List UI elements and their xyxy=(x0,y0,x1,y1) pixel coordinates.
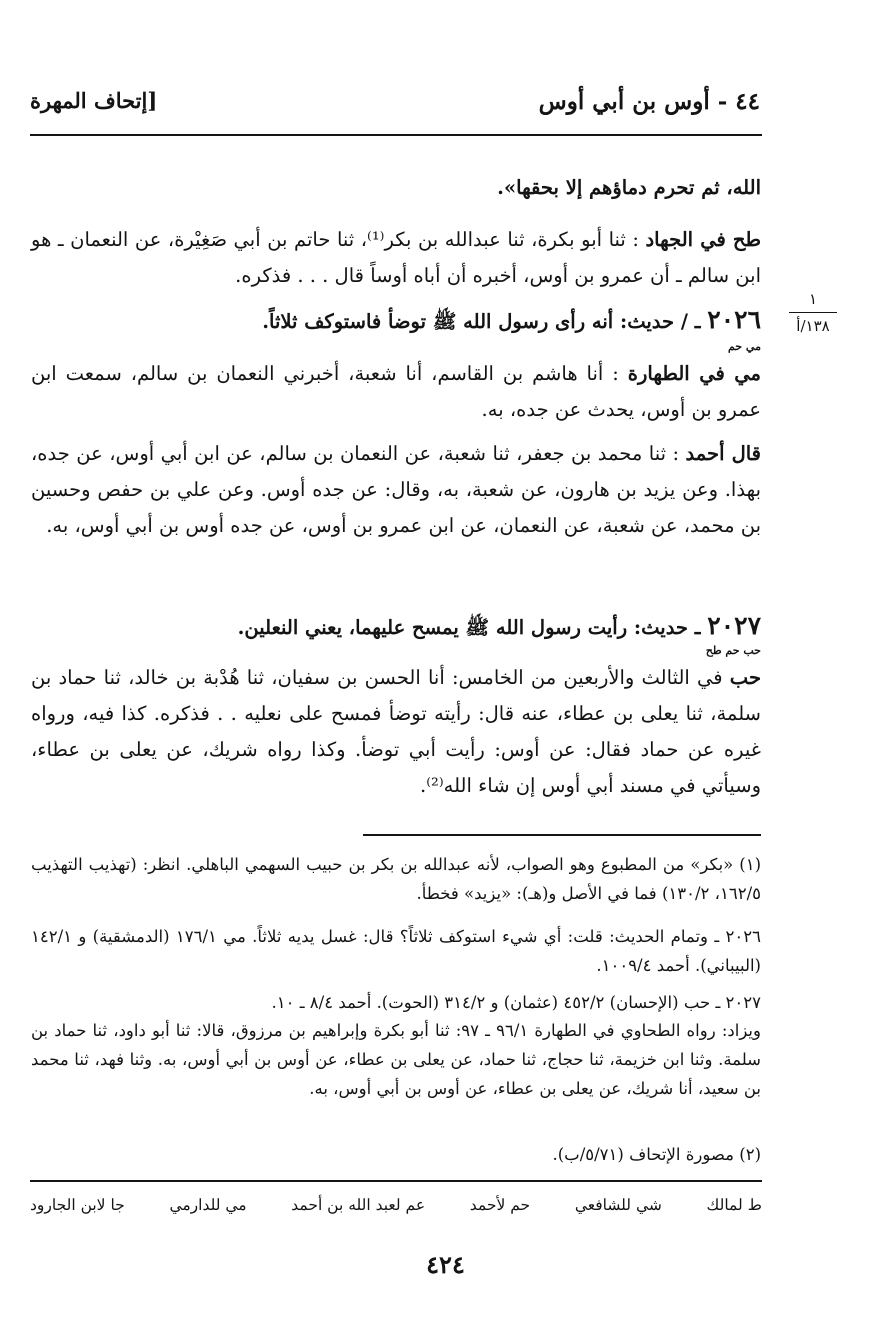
abbreviations-key xyxy=(30,1196,762,1214)
header-rule xyxy=(30,134,762,136)
abbreviation-item: مي للدارمي xyxy=(169,1196,247,1214)
abbreviation-item: جا لابن الجارود xyxy=(30,1196,125,1214)
paragraph-4-lead: قال أحمد xyxy=(685,442,762,465)
hadith-2026-sigla: مي حم xyxy=(727,340,761,353)
hadith-2026-heading xyxy=(31,302,761,340)
footer-rule xyxy=(30,1180,762,1182)
hadith-2027-heading xyxy=(31,608,761,646)
footnote-2026: ٢٠٢٦ ـ وتمام الحديث: قلت: أي شيء استوكف ثلاثاً؟ قال: غسل يديه ثلاثاً. مي ١٧٦/١ (الدمشقية) و ١٤٢/١ (البيباني). أحمد ١٠٠٩/٤. xyxy=(31,927,761,975)
abbreviation-item: عم لعبد الله بن أحمد xyxy=(291,1196,426,1214)
paragraph-2-text: : ثنا أبو بكرة، ثنا عبدالله بن بكر⁽¹⁾، ثنا حاتم بن أبي صَغِيْرة، عن النعمان ـ هو ابن سالم ـ أن عمرو بن أوس، أخبره أن أباه أوساً قال . . . فذكره. xyxy=(31,228,761,287)
abbreviation-item: شي للشافعي xyxy=(574,1196,662,1214)
hadith-2026-number: ٢٠٢٦ xyxy=(707,305,761,334)
paragraph-3-text: : أنا هاشم بن القاسم، أنا شعبة، أخبرني النعمان بن سالم، سمعت ابن عمرو بن أوس، يحدث عن جده، به. xyxy=(31,362,761,421)
hadith-2027-title: ـ حديث: رأيت رسول الله ﷺ يمسح عليهما، يعني النعلين. xyxy=(237,616,701,639)
paragraph-1: الله، ثم تحرم دماؤهم إلا بحقها». xyxy=(497,176,761,199)
footnote-additions: ويزاد: رواه الطحاوي في الطهارة ٩٦/١ ـ ٩٧: ثنا أبو بكرة وإبراهيم بن مرزوق، قالا: ثنا أبو داود، ثنا حماد بن سلمة. وثنا ابن خزيمة، ثنا حجاج، ثنا حماد، عن يعلى بن عطاء، عن أوس بن أبي أوس، به. وثنا فهد، ثنا محمد بن سعيد، أنا شريك، عن يعلى بن عطاء، عن أوس بن أبي أوس، به. xyxy=(31,1021,761,1098)
paragraph-4-text: : ثنا محمد بن جعفر، ثنا شعبة، عن النعمان بن سالم، عن ابن أبي أوس، عن جده، بهذا. وعن يزيد بن هارون، عن شعبة، به، وقال: عن جده أوس. وعن علي بن حفص وحسين بن محمد، عن شعبة، عن النعمان، عن ابن عمرو بن أوس، عن جده أوس بن أبي أوس، به. xyxy=(31,442,761,537)
margin-note-top: ١ xyxy=(808,290,818,308)
paragraph-2 xyxy=(31,222,761,294)
chapter-title: ٤٤ - أوس بن أبي أوس xyxy=(538,88,760,115)
paragraph-5-lead: حب xyxy=(729,666,761,689)
paragraph-3 xyxy=(31,356,761,428)
footnote-2027: ٢٠٢٧ ـ حب (الإحسان) ٤٥٢/٢ (عثمان) و ٣١٤/٢ (الحوت). أحمد ٨/٤ ـ ١٠. xyxy=(271,993,761,1012)
abbreviation-item: ط لمالك xyxy=(706,1196,762,1214)
book-title: [إتحاف المهرة xyxy=(30,88,158,113)
hadith-2027-sigla: حب حم طح xyxy=(705,644,761,657)
footnote-1: (١) «بكر» من المطبوع وهو الصواب، لأنه عبدالله بن بكر بن حبيب السهمي الباهلي. انظر: (تهذيب التهذيب ١٦٢/٥، ١٣٠/٢) فما في الأصل و(هـ): «يزيد» فخطأ. xyxy=(31,855,761,903)
paragraph-4 xyxy=(31,436,761,544)
margin-folio-note xyxy=(783,288,843,337)
hadith-2027-number: ٢٠٢٧ xyxy=(707,611,761,640)
footnote-separator xyxy=(363,834,761,836)
abbreviation-item: حم لأحمد xyxy=(469,1196,531,1214)
footnote-2: (٢) مصورة الإتحاف (٥/٧١/ب). xyxy=(552,1145,761,1164)
margin-note-bottom: ١٣٨/أ xyxy=(796,317,830,335)
margin-note-divider xyxy=(789,312,837,313)
running-header xyxy=(30,88,760,128)
hadith-2026-title: ـ / حديث: أنه رأى رسول الله ﷺ توضأ فاستوكف ثلاثاً. xyxy=(262,310,701,333)
paragraph-3-lead: مي في الطهارة xyxy=(627,362,762,385)
paragraph-5 xyxy=(31,660,761,804)
page-number: ٤٢٤ xyxy=(426,1250,465,1279)
paragraph-5-text: في الثالث والأربعين من الخامس: أنا الحسن بن سفيان، ثنا هُدْبة بن خالد، ثنا حماد بن سلمة، ثنا يعلى بن عطاء، عنه قال: رأيته توضأ فمسح على نعليه . . فذكره. كذا فيه، ورواه غيره عن حماد فقال: عن أوس: رأيت أبي توضأ. وكذا رواه شريك، عن يعلى بن عطاء، وسيأتي في مسند أبي أوس إن شاء الله⁽²⁾. xyxy=(31,666,761,797)
paragraph-2-lead: طح في الجهاد xyxy=(645,228,762,251)
